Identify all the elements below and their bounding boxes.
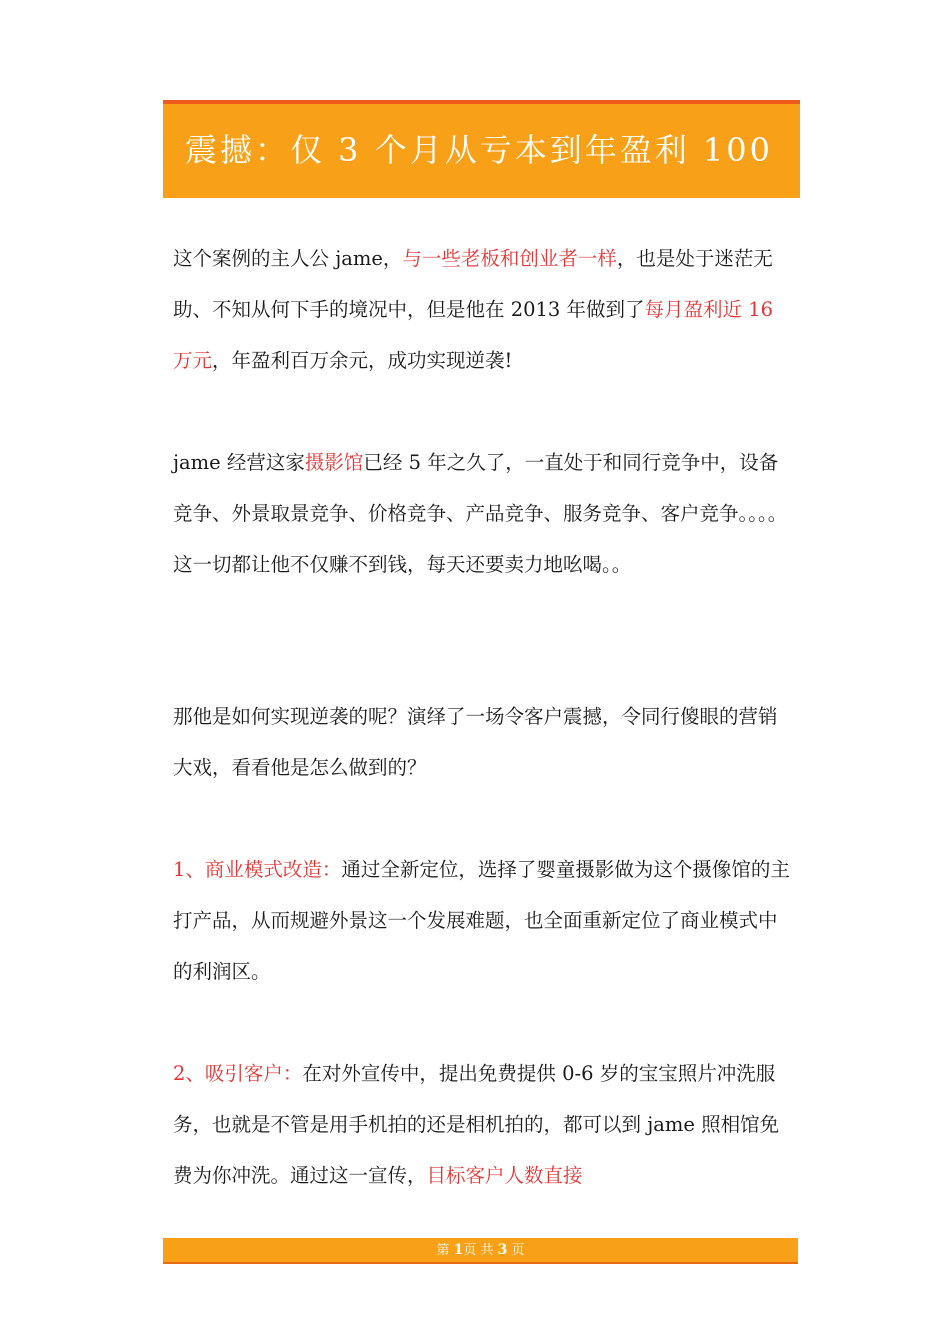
- paragraph-question: [173, 691, 793, 793]
- paragraph-intro: [173, 233, 793, 386]
- highlight-run: 每月盈利近 16 万元: [173, 298, 774, 372]
- text-run: 已经 5 年之久了，一直处于和同行竞争中，设备竞争、外景取景竞争、价格竞争、产品竞争、服务竞争、客户竞争。。。。这一切都让他不仅赚不到钱，每天还要卖力地吆喝。。: [173, 451, 788, 576]
- paragraph-background: [173, 437, 793, 590]
- page-title: 震撼：仅 3 个月从亏本到年盈利 100: [185, 131, 773, 169]
- text-run: 在对外宣传中，提出免费提供 0-6 岁的宝宝照片冲洗服务，也就是不管是用手机拍的还是相机拍的，都可以到 jame 照相馆免费为你冲洗。通过这一宣传，: [173, 1062, 780, 1187]
- paragraph-step-2: [173, 1048, 793, 1201]
- highlight-run: 与一些老板和创业者一样: [402, 247, 617, 270]
- highlight-run: 摄影馆: [304, 451, 364, 474]
- title-banner: [163, 100, 800, 198]
- text-run: 那他是如何实现逆袭的呢？演绎了一场令客户震撼，令同行傻眼的营销大戏，看看他是怎么做到的？: [173, 705, 778, 779]
- current-page-number: 1: [453, 1242, 464, 1258]
- text-run: ，年盈利百万余元，成功实现逆袭!: [212, 349, 513, 372]
- highlight-run: 目标客户人数直接: [426, 1164, 583, 1187]
- step-heading: 1、商业模式改造：: [173, 858, 342, 881]
- text-run: ，也是处于迷茫无助、不知从何下手的境况中，但是他在 2013 年做到了: [173, 247, 773, 321]
- total-page-number: 3: [497, 1242, 508, 1258]
- paragraph-step-1: [173, 844, 793, 997]
- text-run: 这个案例的主人公 jame，: [173, 247, 403, 270]
- text-run: 通过全新定位，选择了婴童摄影做为这个摄像馆的主打产品，从而规避外景这一个发展难题，也全面重新定位了商业模式中的利润区。: [173, 858, 790, 983]
- footer-suffix: 页: [511, 1243, 525, 1258]
- footer-middle: 页 共: [463, 1243, 494, 1258]
- text-run: jame 经营这家: [173, 451, 305, 474]
- page-footer: [163, 1238, 798, 1264]
- step-heading: 2、吸引客户：: [173, 1062, 303, 1085]
- footer-prefix: 第: [436, 1243, 450, 1258]
